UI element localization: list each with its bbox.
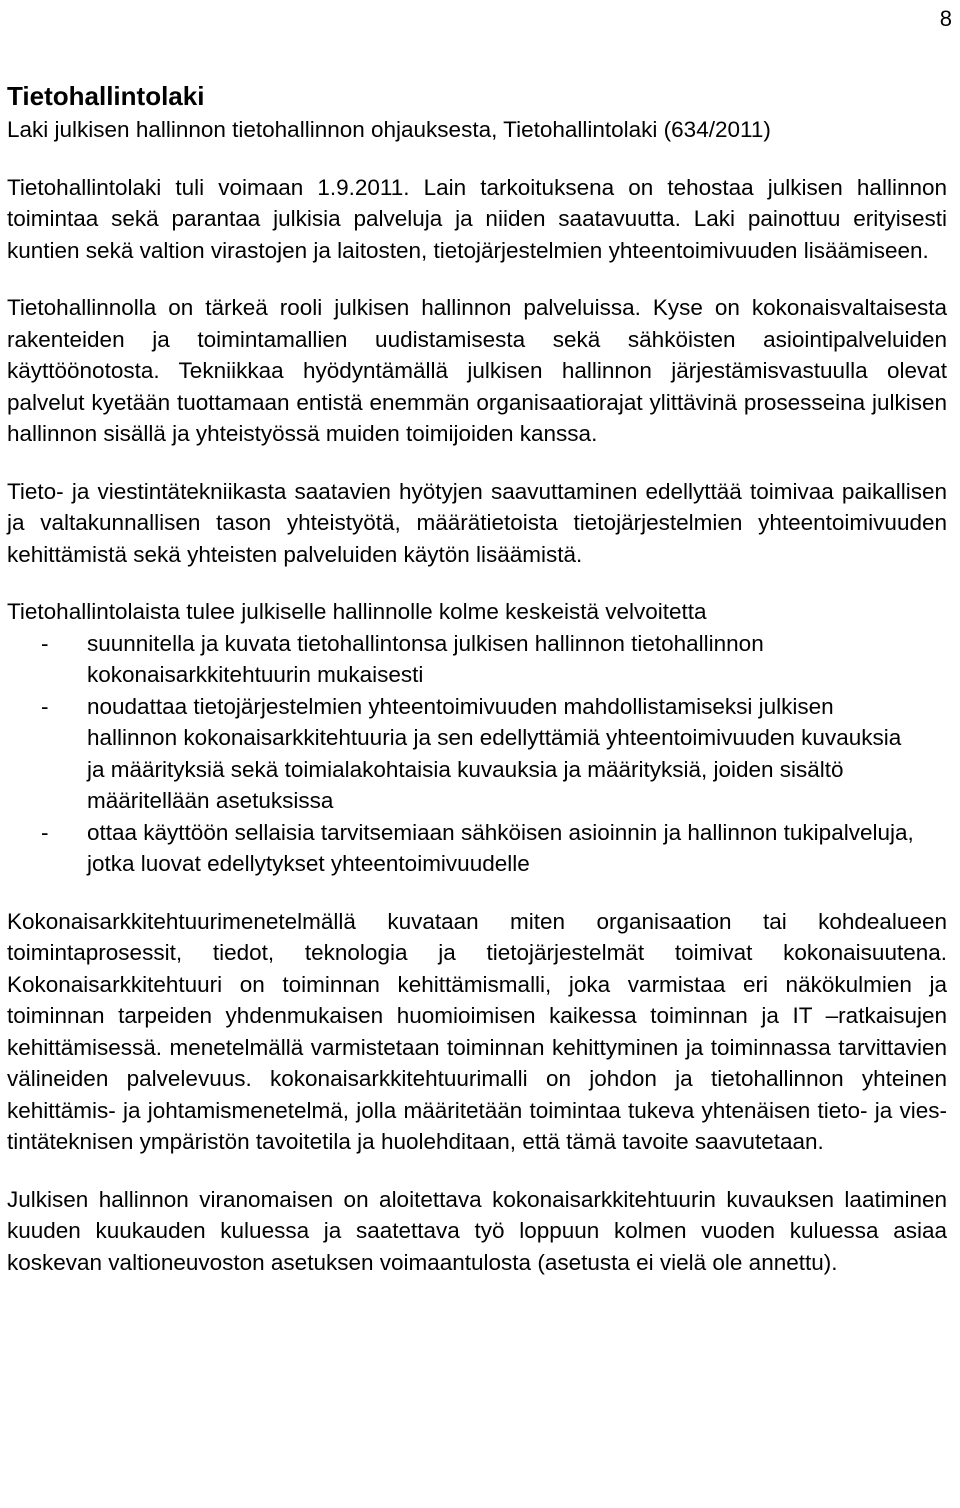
- paragraph: Tieto- ja viestintätekniikasta saatavien hyötyjen saavuttaminen edellyttää toimivaa paikallisen ja valtakunnallisen tason yhteistyötä, määrätietoista tietojärjestelmien yhteentoimivuuden kehittämistä sekä yhteisten palveluiden käytön lisäämistä.: [7, 478, 947, 567]
- list-item-text: suunnitella ja kuvata tietohallintonsa julkisen hallinnon tietohallinnon kokonaisarkkitehtuurin mukaisesti: [87, 630, 764, 687]
- paragraph: Tietohallinnolla on tärkeä rooli julkisen hallinnon palveluissa. Kyse on kokonaisvaltaisesta rakenteiden ja toimintamallien uudistamisesta sekä sähköisten asiointipalveluiden käyttöönotosta. Tekniikkaa hyödyntämällä julkisen hallinnon järjestämisvastuulla olevat palvelut kyetään tuottamaan entistä enemmän organisaatiorajat ylittävinä prosesseina julkisen hallinnon sisällä ja yhteistyössä muiden toimijoiden kanssa.: [7, 295, 947, 446]
- list-dash: -: [41, 693, 49, 719]
- paragraph: Julkisen hallinnon viranomaisen on aloitettava kokonaisarkkitehtuurin kuvauksen laatiminen kuuden kuukauden kuluessa ja saatettava työ loppuun kolmen vuoden kuluessa asiaa koskevan valtioneuvoston asetuksen voimaantulosta (asetusta ei vielä ole annettu).: [7, 1186, 947, 1275]
- law-subtitle: Laki julkisen hallinnon tietohallinnon ohjauksesta, Tietohallintolaki (634/2011): [7, 117, 771, 142]
- list-item: [7, 691, 947, 817]
- document-title: Tietohallintolaki: [7, 81, 205, 111]
- list-item: [7, 817, 947, 880]
- list-item: [7, 628, 947, 691]
- obligations-list: [7, 628, 947, 880]
- page-number: 8: [939, 6, 952, 31]
- paragraph: Kokonaisarkkitehtuurimenetelmällä kuvataan miten organisaation tai kohdealueen toimintaprosessit, tiedot, teknologia ja tietojärjestelmät toimivat kokonaisuutena. Kokonaisarkkitehtuuri on toiminnan kehittämismalli, joka varmistaa eri näkökulmien ja toiminnan tarpeiden yhdenmukaisen huomioimisen kaikessa toiminnan ja IT –ratkaisujen kehittämisessä. menetelmällä varmistetaan toiminnan kehittyminen ja toiminnassa tarvittavien välineiden palvelevuus. kokonaisarkkitehtuurimalli on johdon ja tietohallinnon yhteinen kehittämis- ja johtamismenetelmä, jolla määritetään toimintaa tukeva yhtenäisen tieto- ja viestintäteknisen ympäristön tavoitetila ja huolehditaan, että tämä tavoite saavutetaan.: [7, 908, 947, 1154]
- paragraph: Tietohallintolaki tuli voimaan 1.9.2011. Lain tarkoituksena on tehostaa julkisen hallinnon toimintaa sekä parantaa julkisia palveluja ja niiden saatavuutta. Laki painottuu erityisesti kuntien sekä valtion virastojen ja laitosten, tietojärjestelmien yhteentoimivuuden lisäämiseen.: [7, 174, 947, 263]
- list-item-text: ottaa käyttöön sellaisia tarvitsemiaan sähköisen asioinnin ja hallinnon tukipalveluja, jotka luovat edellytykset yhteentoimivuudelle: [87, 819, 914, 876]
- list-dash: -: [41, 819, 49, 845]
- document-body: [7, 78, 947, 1304]
- obligations-intro: Tietohallintolaista tulee julkiselle hallinnolle kolme keskeistä velvoitetta: [7, 599, 707, 624]
- list-item-text: noudattaa tietojärjestelmien yhteentoimivuuden mahdollistamiseksi julkisen hallinnon kokonaisarkkitehtuuria ja sen edellyttämiä yhteentoimivuuden kuvauksia ja määrityksiä sekä toimialakohtaisia kuvauksia ja määrityksiä, joiden sisältö määritellään asetuksissa: [87, 693, 902, 813]
- list-dash: -: [41, 630, 49, 656]
